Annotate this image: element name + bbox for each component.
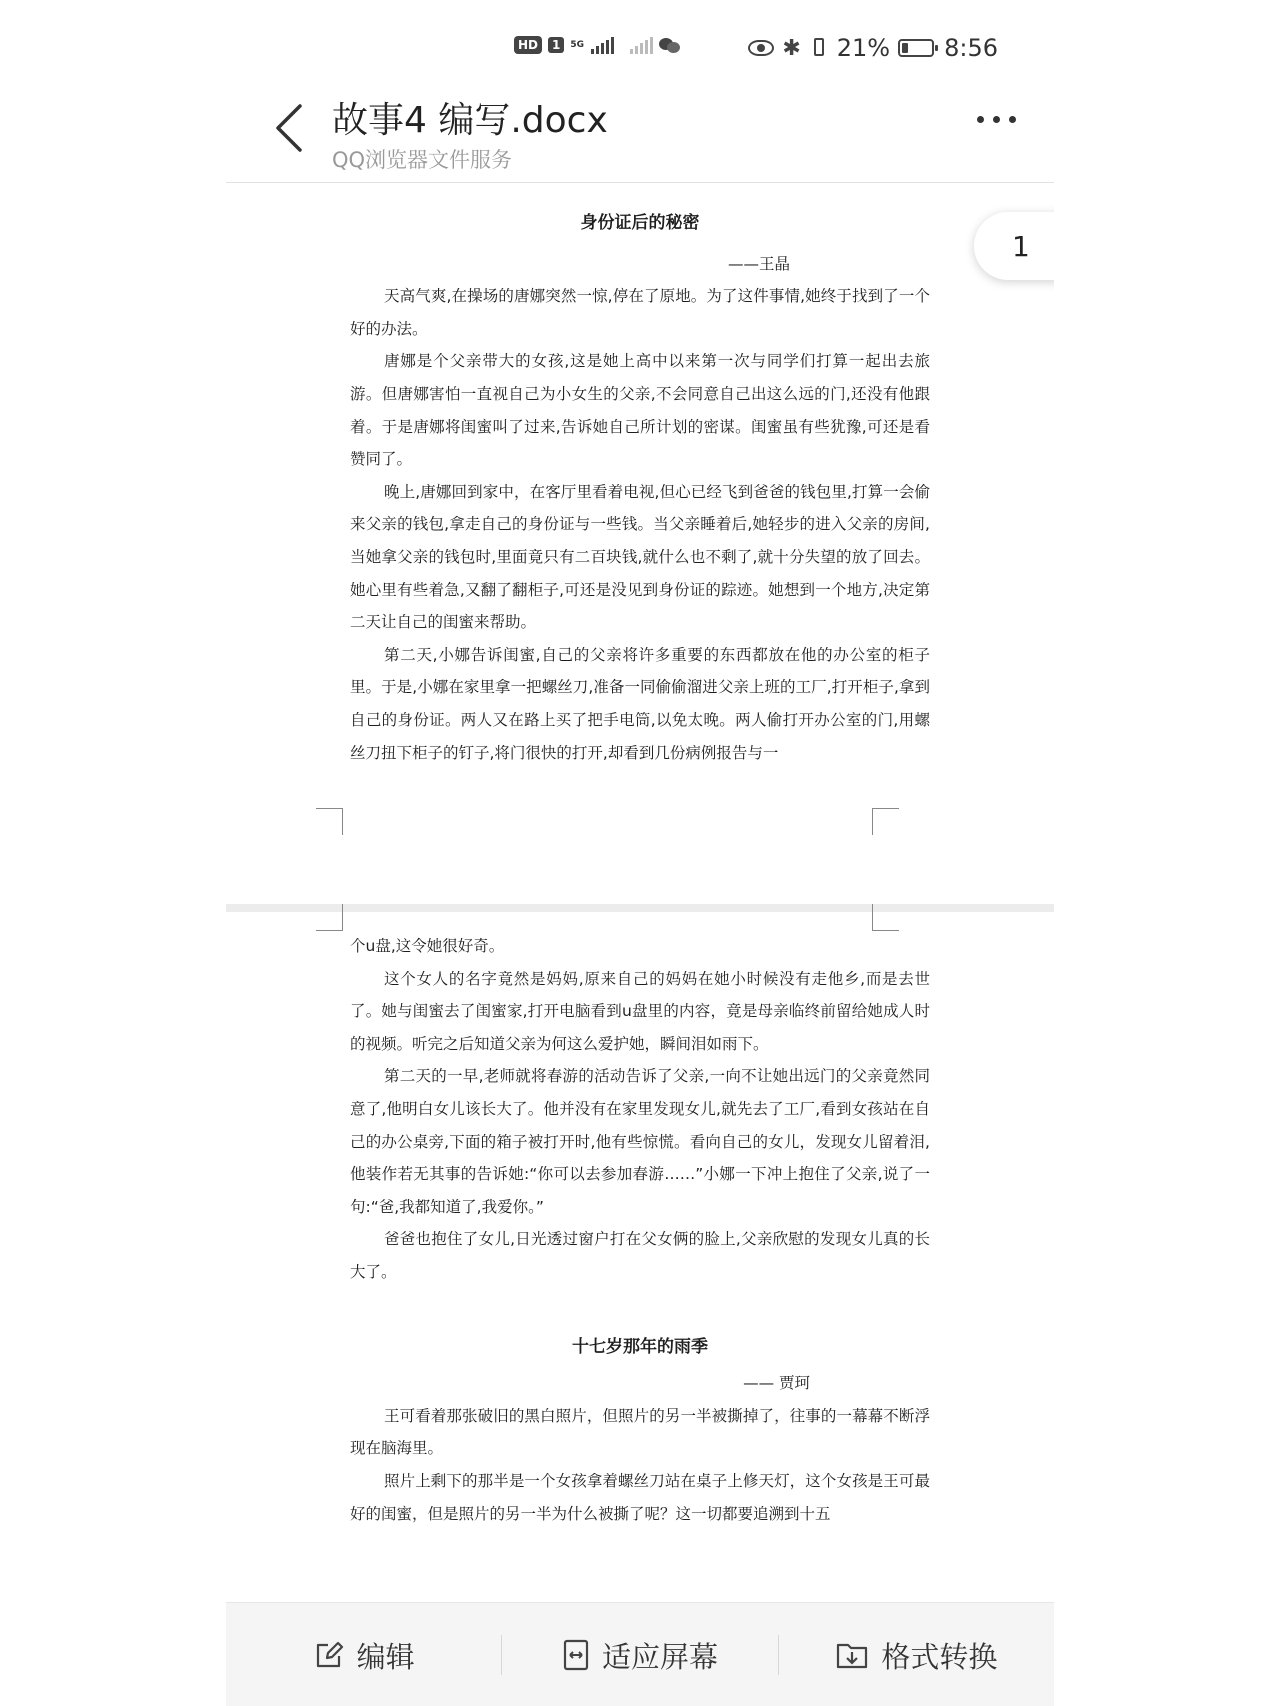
document-page-1 [226,183,1054,904]
signal-sim2-icon [630,36,653,54]
phone-screen [226,0,1054,1706]
page-1-content [350,207,930,769]
paragraph: 第二天,小娜告诉闺蜜,自己的父亲将许多重要的东西都放在他的办公室的柜子里。于是,小娜在家里拿一把螺丝刀,准备一同偷偷溜进父亲上班的工厂,打开柜子,拿到自己的身份证。两人又在路上买了把手电筒,以免太晚。两人偷打开办公室的门,用螺丝刀扭下柜子的钉子,将门很快的打开,却看到几份病例报告与一 [350,645,930,762]
convert-label: 格式转换 [881,1639,998,1674]
story-2-title: 十七岁那年的雨季 [572,1336,708,1357]
page-margin-mark [316,904,343,931]
bluetooth-icon: ✱ [782,35,801,61]
clock: 8:56 [944,34,998,62]
format-convert-button[interactable] [779,1635,1054,1676]
document-title: 故事4 编写.docx [332,100,608,141]
paragraph: 王可看着那张破旧的黑白照片，但照片的另一半被撕掉了，往事的一幕幕不断浮现在脑海里。 [350,1406,930,1458]
page-number-badge[interactable] [974,212,1054,280]
page-number: 1 [1012,229,1030,263]
hd-badge: HD [514,36,542,54]
page-margin-mark [872,904,899,931]
fit-screen-icon [562,1638,590,1672]
document-source: QQ浏览器文件服务 [332,148,513,172]
wechat-icon [659,36,681,54]
paragraph: 这个女人的名字竟然是妈妈,原来自己的妈妈在她小时候没有走他乡,而是去世了。她与闺蜜去了闺蜜家,打开电脑看到u盘里的内容，竟是母亲临终前留给她成人时的视频。听完之后知道父亲为何这么爱护她，瞬间泪如雨下。 [350,969,930,1053]
page-2-content [350,930,930,1530]
edit-label: 编辑 [356,1639,415,1674]
back-arrow-icon[interactable] [270,100,310,156]
app-header [226,72,1054,183]
eye-icon [748,40,774,56]
paragraph: 第二天的一早,老师就将春游的活动告诉了父亲,一向不让她出远门的父亲竟然同意了,他明白女儿该长大了。他并没有在家里发现女儿,就先去了工厂,看到女孩站在自己的办公桌旁,下面的箱子被打开时,他有些惊慌。看向自己的女儿，发现女儿留着泪,他装作若无其事的告诉她:“你可以去参加春游……”小娜一下冲上抱住了父亲,说了一句:“爸,我都知道了,我爱你。” [350,1067,930,1216]
story-1-author: ——王晶 [727,254,790,273]
paragraph: 爸爸也抱住了女儿,日光透过窗户打在父女俩的脸上,父亲欣慰的发现女儿真的长大了。 [350,1230,930,1281]
battery-fill [902,43,908,53]
paragraph: 唐娜是个父亲带大的女孩,这是她上高中以来第一次与同学们打算一起出去旅游。但唐娜害怕一直视自己为小女生的父亲,不会同意自己出这么远的门,还没有他跟着。于是唐娜将闺蜜叫了过来,告诉她自己所计划的密谋。闺蜜虽有些犹豫,可还是看赞同了。 [350,352,930,469]
more-options-icon[interactable] [977,116,1016,123]
page-separator [226,904,1054,912]
battery-percent: 21% [836,34,891,62]
sim-badge: 1 [548,37,564,53]
edit-icon [313,1639,345,1671]
convert-icon [835,1639,869,1671]
story-1-title: 身份证后的秘密 [580,213,700,233]
status-left [514,36,681,54]
story-2-author: —— 贾珂 [743,1374,810,1393]
vibrate-icon [809,37,829,59]
fit-screen-button[interactable] [502,1635,777,1676]
fit-screen-label: 适应屏幕 [601,1639,718,1674]
paragraph: 个u盘,这令她很好奇。 [350,937,505,955]
paragraph: 天高气爽,在操场的唐娜突然一惊,停在了原地。为了这件事情,她终于找到了一个好的办法。 [350,287,930,338]
page-margin-mark [872,808,899,835]
page-margin-mark [316,808,343,835]
battery-icon [898,39,934,57]
edit-button[interactable] [226,1635,501,1676]
paragraph: 晚上,唐娜回到家中，在客厅里看着电视,但心已经飞到爸爸的钱包里,打算一会偷来父亲的钱包,拿走自己的身份证与一些钱。当父亲睡着后,她轻步的进入父亲的房间,当她拿父亲的钱包时,里面竟只有二百块钱,就什么也不剩了,就十分失望的放了回去。她心里有些着急,又翻了翻柜子,可还是没见到身份证的踪迹。她想到一个地方,决定第二天让自己的闺蜜来帮助。 [350,482,930,632]
network-type: 5G [570,39,585,50]
status-right [748,34,998,62]
signal-icon [591,36,614,54]
bottom-toolbar [226,1602,1054,1706]
document-page-2 [226,912,1054,1602]
status-bar [226,30,1054,70]
paragraph: 照片上剩下的那半是一个女孩拿着螺丝刀站在桌子上修天灯，这个女孩是王可最好的闺蜜，但是照片的另一半为什么被撕了呢？这一切都要追溯到十五 [350,1471,930,1523]
